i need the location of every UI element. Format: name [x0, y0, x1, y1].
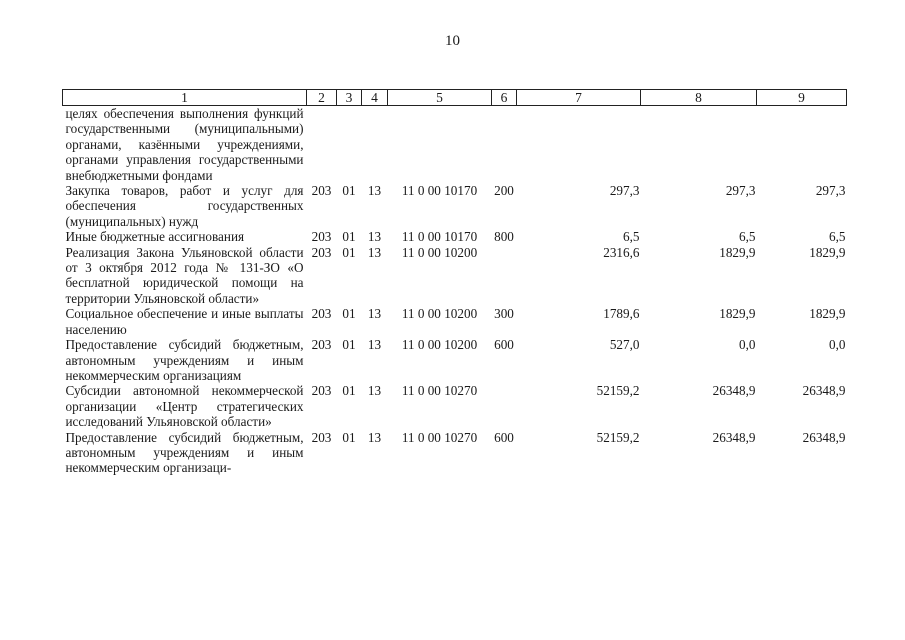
header-cell-7: 7: [517, 90, 641, 106]
header-cell-8: 8: [641, 90, 757, 106]
code-cell: 203: [311, 244, 332, 260]
amount-col8-cell: 26348,9: [712, 383, 756, 399]
amount-col7-cell: 6,5: [623, 229, 640, 245]
subsection-cell: 13: [367, 306, 382, 322]
expense-type-cell: [492, 245, 517, 307]
amount-col9-cell: 297,3: [815, 183, 846, 199]
code-cell: 203: [311, 429, 332, 445]
target-article-cell: 11 0 00 10200: [401, 337, 478, 353]
subsection-cell: 13: [367, 429, 382, 445]
section-cell: [337, 106, 362, 184]
expense-type-cell: 600: [494, 429, 514, 445]
section-cell: 01: [342, 337, 356, 353]
amount-col8-cell: 26348,9: [712, 429, 756, 445]
expense-type-cell: 800: [494, 229, 514, 245]
subsection-cell: 13: [367, 183, 382, 199]
section-cell: 01: [342, 244, 356, 260]
subsection-cell: 13: [367, 337, 382, 353]
expense-type-cell: 200: [494, 183, 514, 199]
amount-col7-cell: 297,3: [609, 183, 640, 199]
amount-col8-cell: [641, 106, 757, 184]
row-name-cell: Социальное обеспечение и иные выплаты населению: [65, 306, 304, 337]
amount-col7-cell: 527,0: [609, 337, 640, 353]
header-cell-5: 5: [388, 90, 492, 106]
header-cell-9: 9: [757, 90, 847, 106]
target-article-cell: 11 0 00 10200: [401, 306, 478, 322]
amount-col7-cell: 52159,2: [596, 429, 640, 445]
expense-type-cell: [492, 383, 517, 429]
header-cell-3: 3: [337, 90, 362, 106]
header-cell-1: 1: [63, 90, 307, 106]
amount-col8-cell: 0,0: [739, 337, 756, 353]
amount-col8-cell: 297,3: [725, 183, 756, 199]
code-cell: 203: [311, 383, 332, 399]
page-number: 10: [445, 33, 460, 49]
amount-col9-cell: 6,5: [829, 229, 846, 245]
amount-col9-cell: 1829,9: [809, 244, 846, 260]
table-row: [63, 337, 847, 383]
table-row: [63, 183, 847, 229]
section-cell: 01: [342, 429, 356, 445]
amount-col9-cell: [757, 106, 847, 184]
table-row: [63, 306, 847, 337]
target-article-cell: [388, 106, 492, 184]
table-row: [63, 430, 847, 476]
amount-col7-cell: 2316,6: [603, 244, 640, 260]
budget-table-container: [62, 89, 847, 476]
target-article-cell: 11 0 00 10170: [401, 183, 478, 199]
amount-col7-cell: [517, 106, 641, 184]
target-article-cell: 11 0 00 10200: [401, 244, 478, 260]
amount-col7-cell: 52159,2: [596, 383, 640, 399]
expense-type-cell: 300: [494, 306, 514, 322]
table-row: [63, 383, 847, 429]
section-cell: 01: [342, 383, 356, 399]
expense-type-cell: [492, 106, 517, 184]
header-row: [63, 90, 847, 106]
row-name-cell: Субсидии автономной некоммерческой организации «Центр стратегических исследований Ульяновской области»: [65, 383, 304, 430]
amount-col7-cell: 1789,6: [603, 306, 640, 322]
code-cell: 203: [311, 337, 332, 353]
amount-col9-cell: 0,0: [829, 337, 846, 353]
budget-table: [62, 89, 847, 476]
table-body: [63, 106, 847, 476]
subsection-cell: 13: [367, 229, 382, 245]
table-row: [63, 245, 847, 307]
amount-col8-cell: 1829,9: [719, 244, 756, 260]
table-row: [63, 229, 847, 244]
row-name-cell: Предоставление субсидий бюджетным, автономным учреждениям и иным некоммерческим организаци-: [65, 429, 304, 476]
row-name-cell: Предоставление субсидий бюджетным, автономным учреждениям и иным некоммерческим организациям: [65, 337, 304, 383]
target-article-cell: 11 0 00 10270: [401, 383, 478, 399]
code-cell: 203: [311, 229, 332, 245]
amount-col9-cell: 26348,9: [802, 429, 846, 445]
expense-type-cell: 600: [494, 337, 514, 353]
target-article-cell: 11 0 00 10270: [401, 429, 478, 445]
table-row: [63, 106, 847, 184]
amount-col9-cell: 26348,9: [802, 383, 846, 399]
row-name-cell: целях обеспечения выполнения функций государственными (муниципальными) органами, казёнными учреждениями, органами управления государственными внебюджетными фондами: [65, 106, 304, 183]
subsection-cell: [362, 106, 388, 184]
section-cell: 01: [342, 183, 356, 199]
header-cell-2: 2: [307, 90, 337, 106]
subsection-cell: 13: [367, 383, 382, 399]
row-name-cell: Закупка товаров, работ и услуг для обеспечения государственных (муниципальных) нужд: [65, 183, 304, 229]
target-article-cell: 11 0 00 10170: [401, 229, 478, 245]
row-name-cell: Реализация Закона Ульяновской области от 3 октября 2012 года № 131-ЗО «О бесплатной юридической помощи на территории Ульяновской области»: [65, 244, 304, 306]
amount-col9-cell: 1829,9: [809, 306, 846, 322]
header-cell-4: 4: [362, 90, 388, 106]
code-cell: 203: [311, 306, 332, 322]
header-cell-6: 6: [492, 90, 517, 106]
amount-col8-cell: 6,5: [739, 229, 756, 245]
code-cell: [307, 106, 337, 184]
code-cell: 203: [311, 183, 332, 199]
section-cell: 01: [342, 229, 356, 245]
amount-col8-cell: 1829,9: [719, 306, 756, 322]
subsection-cell: 13: [367, 244, 382, 260]
row-name-cell: Иные бюджетные ассигнования: [65, 229, 245, 245]
section-cell: 01: [342, 306, 356, 322]
